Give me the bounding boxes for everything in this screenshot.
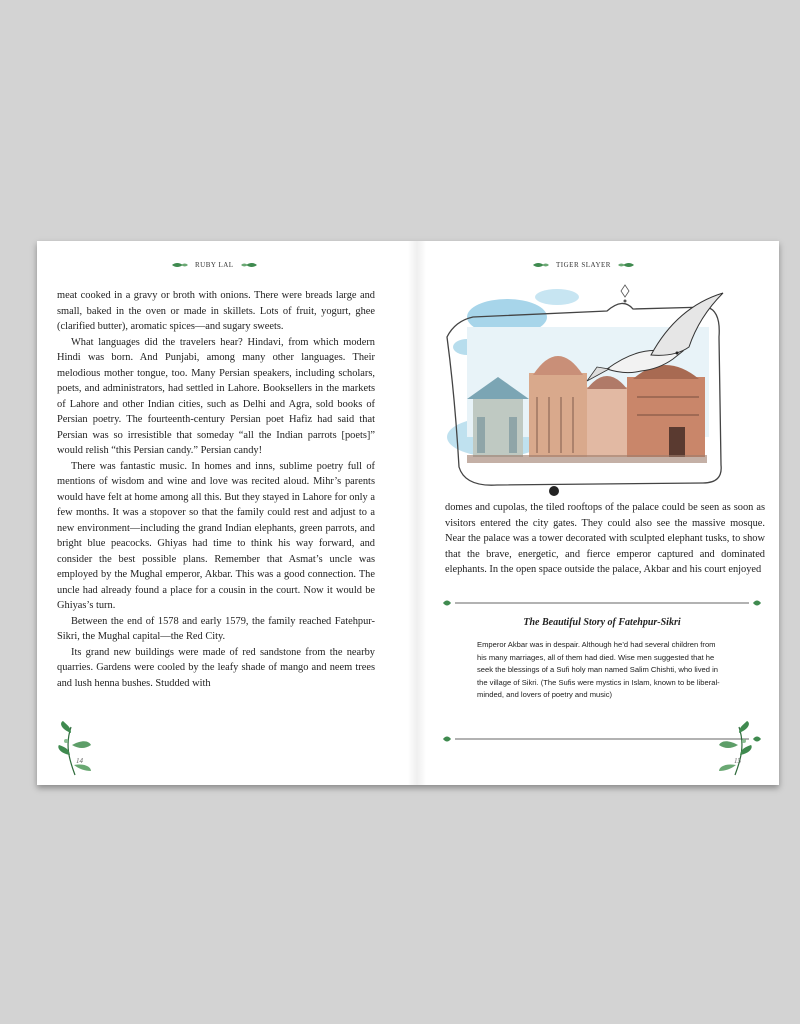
palace-bird-illustration [437, 277, 729, 497]
leaf-ornament-icon [240, 261, 258, 269]
sidebar-body: Emperor Akbar was in despair. Although he’d had several children from his many marriages, all of them had died. Wise men suggested that he seek the blessings of a Sufi holy man named Salim Chishti, who lived in the village of Sikri. (The Sufis were mystics in Islam, known to be liberal-minded, and lovers of poetry and music) [477, 640, 720, 700]
paragraph: What languages did the travelers hear? Hindavi, from which modern Hindi was born. And Punjabi, among many other languages. Their melodious mother tongue, too. Many Persian speakers, including scholars, poets, and administrators, had settled in Lahore. Booksellers in the markets of Lahore and other Indian cities, such as Delhi and Agra, sold books of Persian poetry. The fourteenth-century Persian poet Hafiz had said that Persian was so irresistible that someday “all the Indian parrots [poets]” would relish “this Persian candy.” Persian candy! [57, 336, 375, 456]
left-running-head [171, 261, 258, 269]
leaf-ornament-icon [171, 261, 189, 269]
left-page-number: 14 [76, 757, 83, 765]
paragraph: domes and cupolas, the tiled rooftops of the palace could be seen as soon as visitors entered the city gates. They could also see the massive mosque. Near the palace was a tower decorated with sculpted elephant tusks, to show that the brave, energetic, and fierce emperor captured and dominated elephants. In the open space outside the palace, Akbar and his court enjoyed [445, 502, 765, 575]
right-running-head-text: TIGER SLAYER [556, 261, 611, 269]
paragraph: There was fantastic music. In homes and inns, sublime poetry full of mentions of wisdom and wine and love was recited aloud. Mihr’s parents would have felt at home among all this. But they stayed in Lahore for only a few months. It was a stopover so that the family could rest and adjust to a new environment—including the grand Indian elephants, green parrots, and bright blue peacocks. Ghiyas had time to think his way forward, and consider the best possible plans. Remember that Asmat’s uncle was employed by the Mughal emperor, Akbar. This was a good connection. The uncle had already found a place for a cousin in the court. Now it would be Ghiyas’s turn. [57, 460, 375, 611]
floral-corner-ornament-icon [713, 719, 755, 777]
sidebar-title: The Beautiful Story of Fatehpur-Sikri [523, 617, 681, 628]
paragraph: meat cooked in a gravy or broth with onions. There were breads large and small, baked in the oven or made in skillets. Lots of fruit, yogurt, ghee (clarified butter), aromatic spices—and sugary sweets. [57, 290, 375, 332]
paragraph: Between the end of 1578 and early 1579, the family reached Fatehpur-Sikri, the Mughal capital—the Red City. [57, 615, 375, 642]
page-gutter [408, 241, 426, 785]
sidebar-top-rule [441, 597, 763, 609]
right-page-body [445, 500, 765, 578]
left-running-head-text: RUBY LAL [195, 261, 234, 269]
left-page-body [57, 288, 375, 691]
leaf-ornament-icon [532, 261, 550, 269]
floral-corner-ornament-icon [55, 719, 97, 777]
right-running-head [532, 261, 635, 269]
paragraph: Its grand new buildings were made of red sandstone from the nearby quarries. Gardens were cooled by the leafy shade of mango and neem trees and lush henna bushes. Studded with [57, 646, 375, 689]
right-page-number: 15 [734, 757, 741, 765]
book-spread [37, 241, 779, 785]
leaf-ornament-icon [617, 261, 635, 269]
